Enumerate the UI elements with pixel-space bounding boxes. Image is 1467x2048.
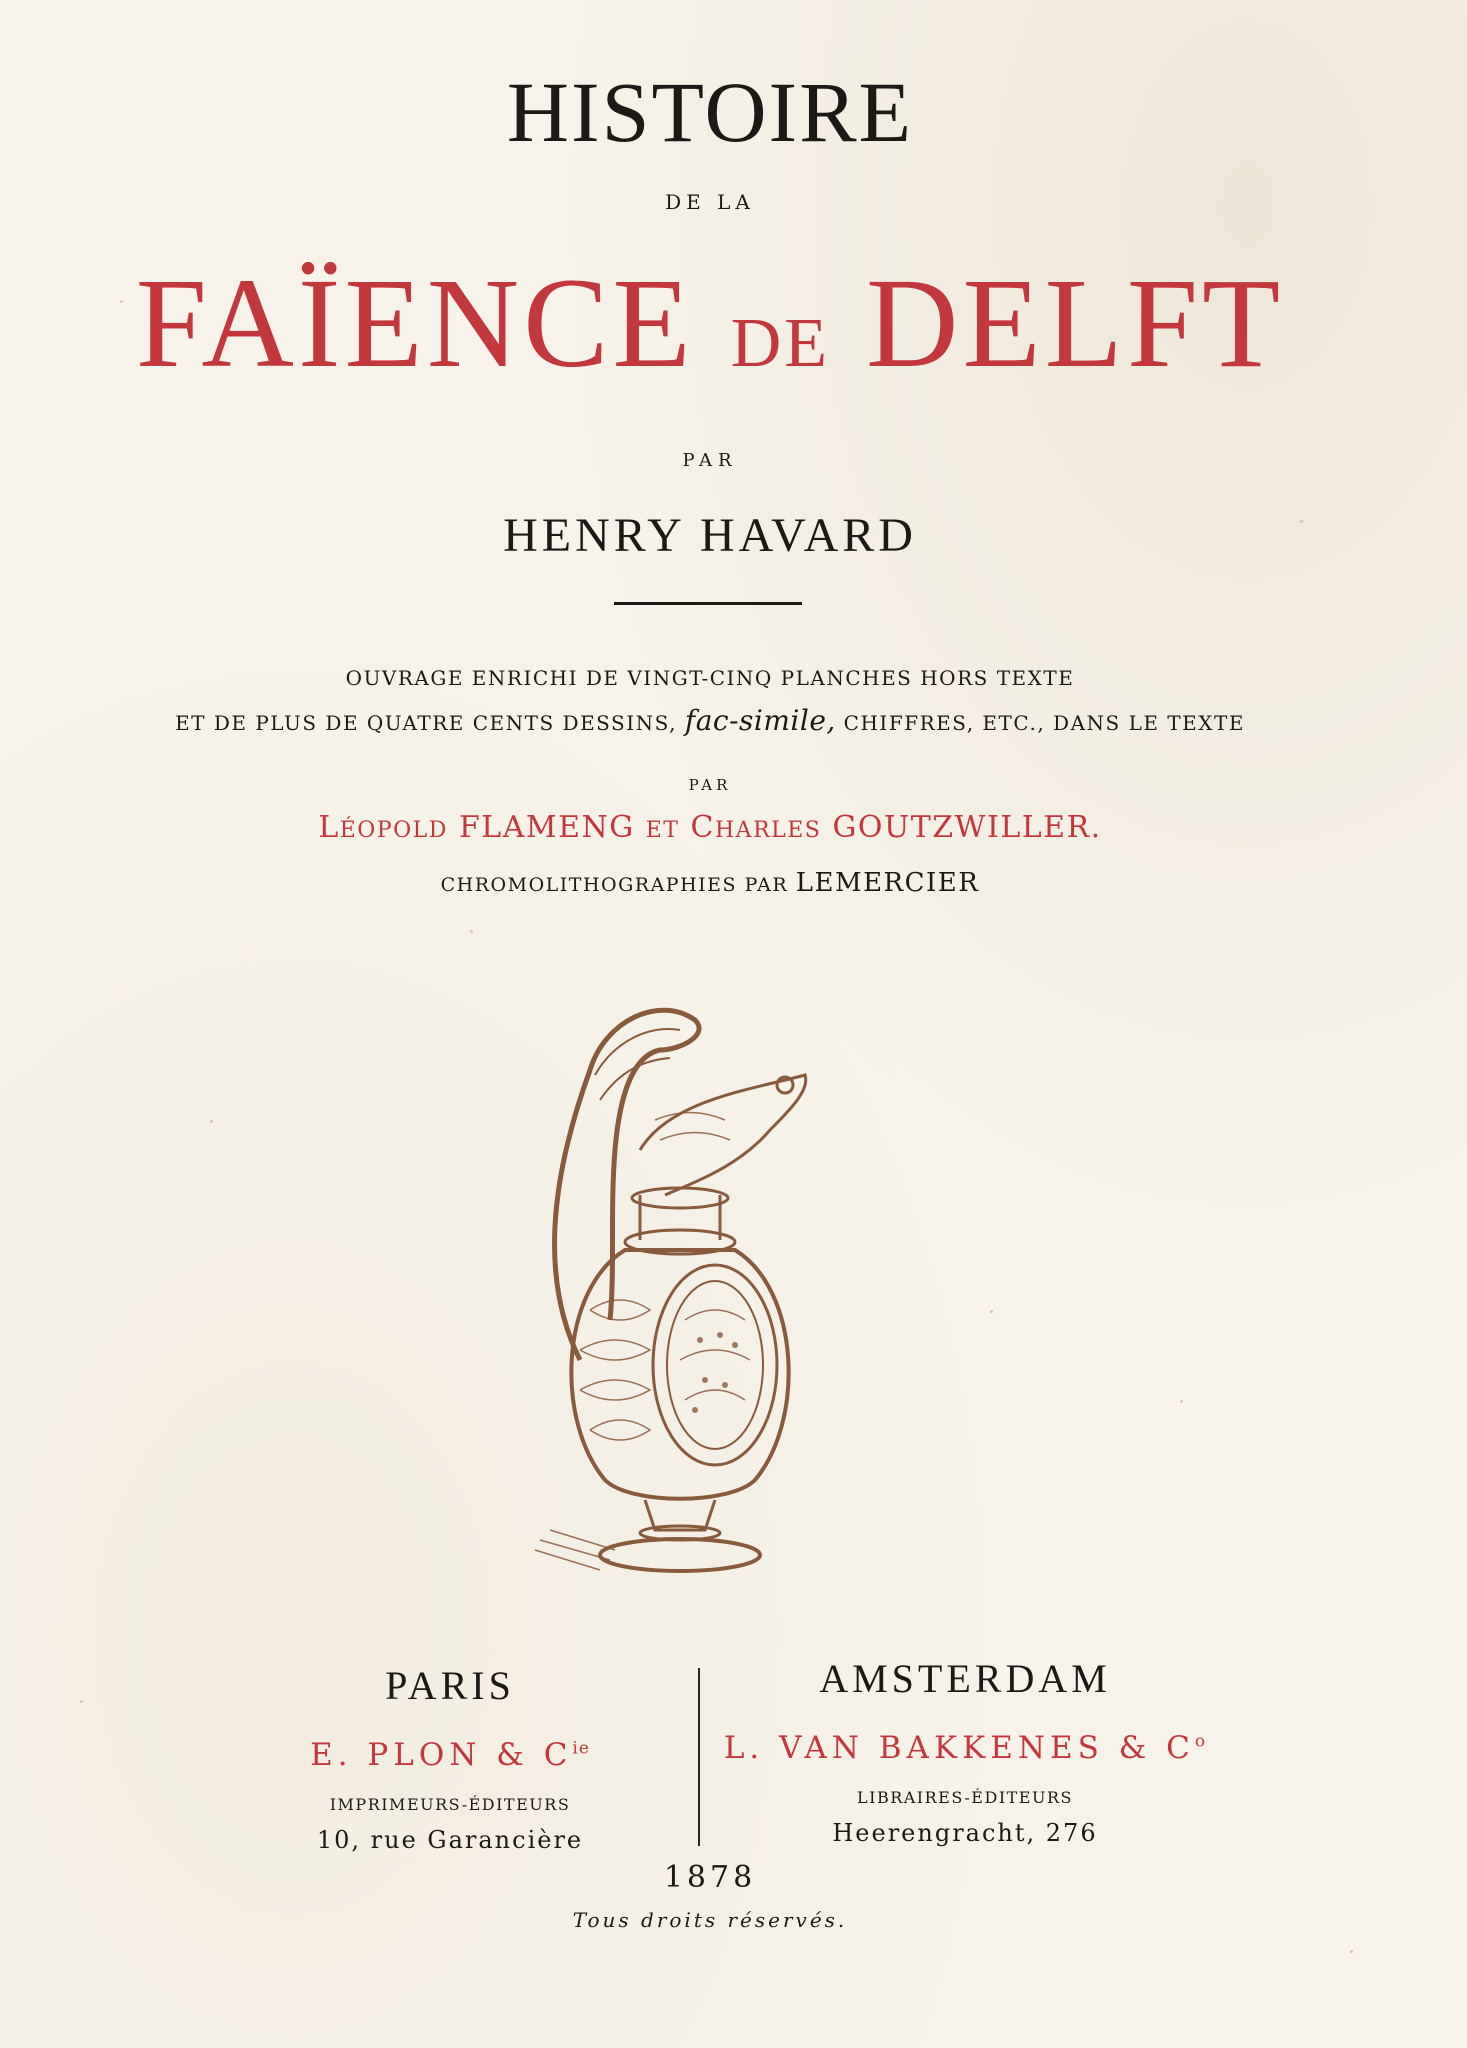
description-line-2b: CHIFFRES, ETC., DANS LE TEXTE — [843, 711, 1245, 735]
publisher-paris-city: PARIS — [385, 1663, 515, 1708]
illustrator-2-given: HARLES — [715, 818, 822, 843]
illustrator-2-surname: GOUTZWILLER. — [832, 810, 1102, 845]
publication-year: 1878 — [663, 1860, 757, 1895]
rights-notice: Tous droits réservés. — [572, 1908, 848, 1932]
title-faience: FAÏENCE — [135, 252, 695, 394]
paper-speck — [1180, 1400, 1183, 1403]
publisher-amsterdam-name — [700, 1730, 1230, 1766]
publisher-amsterdam-role: LIBRAIRES-ÉDITEURS — [857, 1788, 1073, 1807]
title-delft: DELFT — [866, 252, 1285, 394]
illustrators — [0, 810, 1420, 845]
publisher-amsterdam — [700, 1655, 1230, 1847]
paper-speck — [1300, 520, 1303, 523]
publisher-paris-name-sup: ie — [572, 1738, 590, 1759]
description-facsimile: fac-simile, — [684, 704, 836, 737]
paper-speck — [1350, 1950, 1353, 1953]
title-de: DE — [730, 305, 831, 382]
illustrators-conj: ET — [645, 818, 680, 843]
publisher-amsterdam-name-text: L. VAN BAKKENES & C — [723, 1730, 1195, 1766]
illustrator-2-initial: C — [690, 810, 715, 845]
publisher-amsterdam-address: Heerengracht, 276 — [832, 1819, 1098, 1847]
title-main — [0, 250, 1420, 397]
delft-ewer-illustration — [520, 980, 820, 1580]
description-line-2 — [0, 704, 1420, 737]
author-name: HENRY HAVARD — [503, 509, 917, 562]
chromolithographies — [0, 868, 1420, 898]
paper-speck — [990, 1310, 993, 1313]
paper-speck — [210, 1120, 213, 1123]
publisher-amsterdam-name-sup: o — [1194, 1731, 1207, 1752]
description-line-1: OUVRAGE ENRICHI DE VINGT-CINQ PLANCHES HORS TEXTE — [345, 666, 1075, 690]
illustrators-par: PAR — [688, 776, 732, 794]
publisher-paris-name — [240, 1737, 660, 1773]
chromo-label: CHROMOLITHOGRAPHIES PAR — [440, 874, 789, 896]
publisher-paris — [240, 1662, 660, 1854]
title-rule — [614, 602, 802, 605]
title-histoire: HISTOIRE — [506, 64, 914, 160]
paper-speck — [80, 1700, 83, 1703]
chromo-name: LEMERCIER — [795, 868, 980, 898]
illustrator-1-surname: FLAMENG — [458, 810, 635, 845]
paper-speck — [120, 300, 123, 303]
publisher-paris-address: 10, rue Garancière — [316, 1826, 584, 1854]
paper-speck — [470, 930, 473, 933]
title-de-la: DE LA — [665, 190, 755, 214]
publisher-paris-role: IMPRIMEURS-ÉDITEURS — [329, 1795, 571, 1814]
publisher-amsterdam-city: AMSTERDAM — [819, 1656, 1111, 1701]
illustrator-1-given: ÉOPOLD — [339, 818, 448, 843]
description-line-2a: ET DE PLUS DE QUATRE CENTS DESSINS, — [175, 711, 677, 735]
illustrator-1-initial: L — [318, 810, 340, 845]
author-par: PAR — [682, 450, 738, 471]
publisher-paris-name-text: E. PLON & C — [310, 1737, 573, 1773]
